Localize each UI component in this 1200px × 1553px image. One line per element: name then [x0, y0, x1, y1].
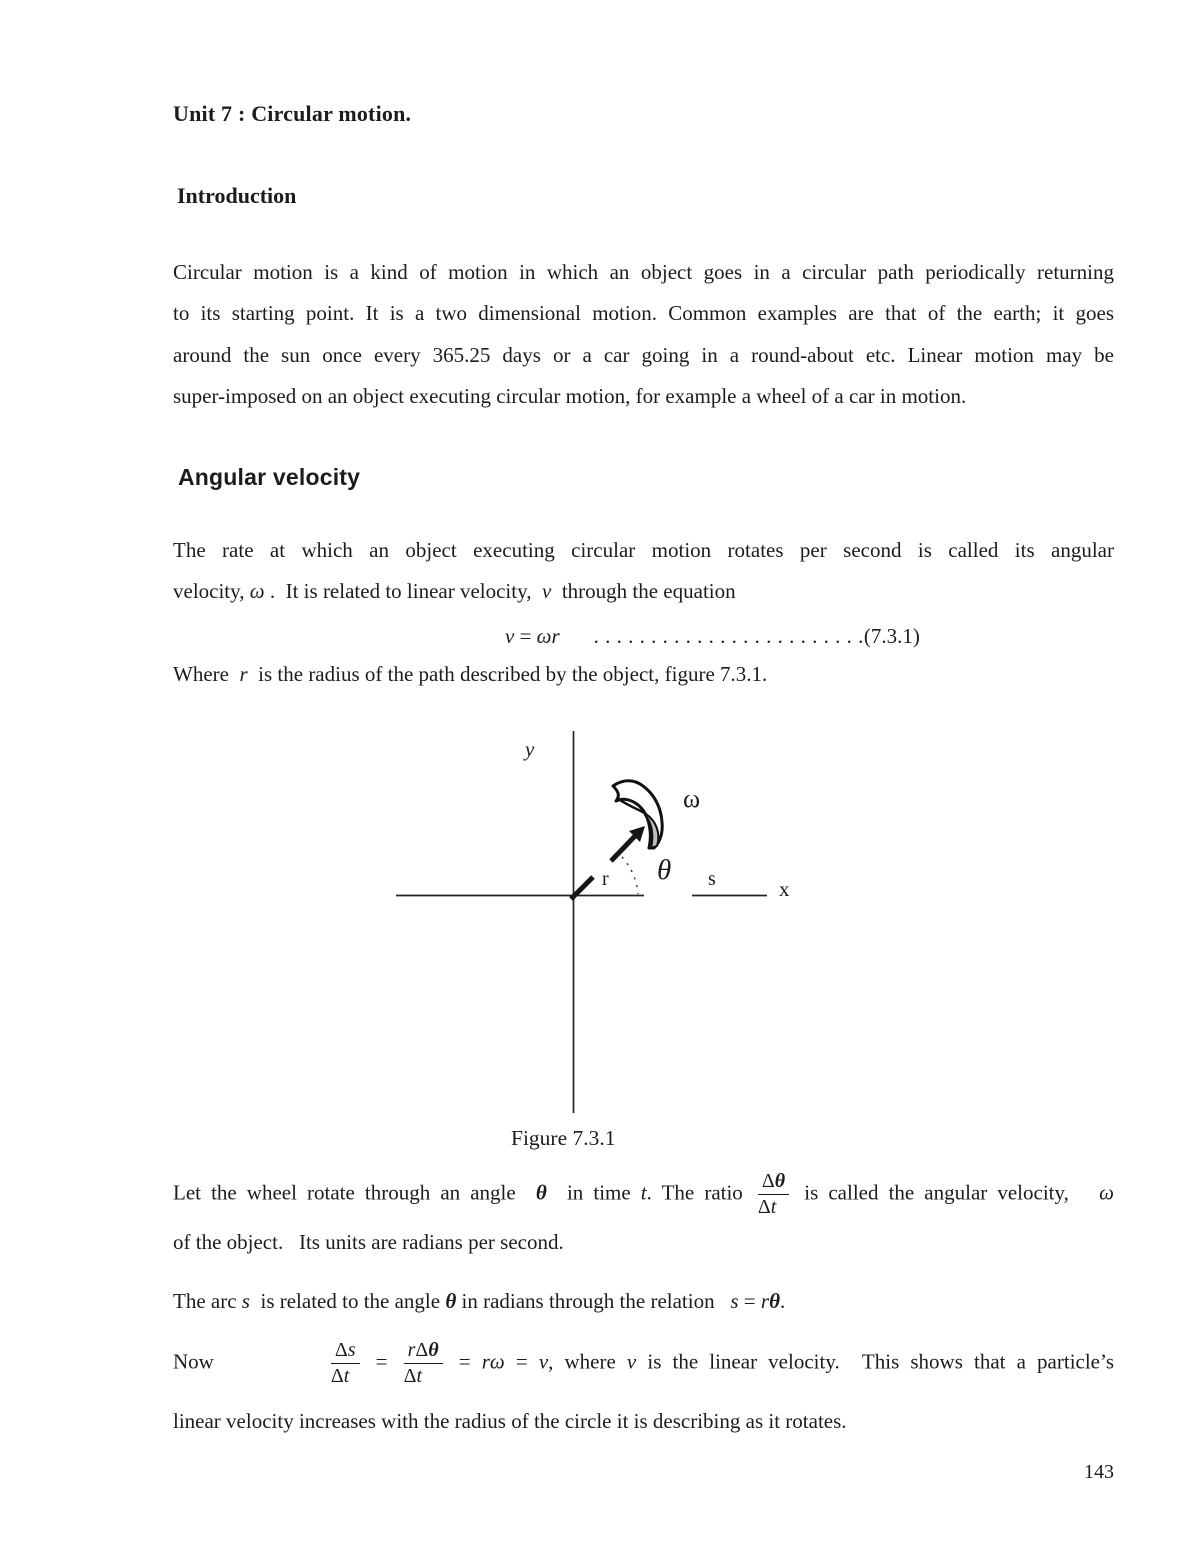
s-symbol: s — [241, 1289, 250, 1313]
text-line: Circular motion is a kind of motion in which an object goes in a circular path periodically returning — [173, 260, 1114, 284]
dot-leader: . . . . . . . . . . . . . . . . . . . . . . . . — [593, 624, 864, 648]
doc-title: Unit 7 : Circular motion. — [173, 101, 412, 126]
equals-sign: = — [504, 1349, 539, 1374]
page-number: 143 — [1084, 1461, 1114, 1483]
equation-number: (7.3.1) — [863, 624, 920, 648]
text-run: . It is related to linear velocity, — [264, 579, 542, 604]
theta-symbol: θ — [535, 1180, 547, 1205]
equals-sign: = — [738, 1289, 761, 1313]
text-run: Let the wheel rotate through an angle — [173, 1180, 536, 1205]
v-symbol: v — [505, 624, 515, 648]
delta-symbol: Δ — [330, 1365, 344, 1387]
theta-symbol: θ — [769, 1289, 780, 1313]
x-axis-label: x — [779, 877, 790, 901]
t-symbol: t — [343, 1365, 350, 1387]
delta-theta-over-delta-t-fraction — [758, 1170, 789, 1219]
theta-symbol: θ — [445, 1289, 457, 1313]
delta-symbol: Δ — [761, 1170, 775, 1192]
r-symbol: r — [760, 1289, 770, 1313]
v-symbol: v — [538, 1349, 549, 1374]
text-run: in time — [546, 1180, 641, 1205]
t-symbol: t — [770, 1196, 777, 1218]
r-symbol: r — [239, 662, 248, 686]
radius-arrow-shaft — [611, 835, 636, 861]
section-heading-angular-velocity: Angular velocity — [178, 464, 361, 490]
omega-symbol: ω — [249, 579, 265, 604]
text-run: through the equation — [551, 579, 736, 604]
section-heading-introduction: Introduction — [177, 183, 297, 208]
t-symbol: t — [416, 1365, 423, 1387]
text-run: is the radius of the path described by the object, figure 7.3.1. — [247, 662, 768, 686]
text-run: Now — [173, 1349, 214, 1374]
text-run: . The ratio — [646, 1180, 753, 1205]
theta-symbol: θ — [428, 1339, 439, 1361]
omega-r-symbol: ωr — [536, 624, 560, 648]
text-run: is called the angular velocity, — [794, 1180, 1100, 1205]
text-line: around the sun once every 365.25 days or a car going in a round-about etc. Linear motion may be — [173, 342, 1114, 367]
delta-symbol: Δ — [415, 1339, 429, 1361]
arc-length-label: s — [708, 868, 716, 890]
delta-symbol: Δ — [334, 1339, 348, 1361]
delta-symbol: Δ — [757, 1196, 771, 1218]
v-symbol: v — [626, 1349, 637, 1374]
text-line: to its starting point. It is a two dimensional motion. Common examples are that of the earth; it goes — [173, 301, 1114, 326]
omega-label: ω — [683, 784, 701, 813]
text-run: , where — [548, 1349, 627, 1374]
equation-7-3-1 — [173, 616, 1114, 657]
radius-label: r — [602, 868, 609, 890]
text-line: The rate at which an object executing circular motion rotates per second is called its angular — [173, 538, 1114, 562]
theta-symbol: θ — [774, 1170, 786, 1192]
angle-arc — [622, 857, 638, 894]
figure-7-3-1-diagram — [380, 720, 810, 1120]
s-symbol: s — [730, 1289, 739, 1313]
omega-symbol: ω — [1099, 1180, 1114, 1205]
v-symbol: v — [542, 579, 552, 604]
text-line: super-imposed on an object executing circular motion, for example a wheel of a car in motion. — [173, 384, 967, 409]
theta-label: θ — [657, 854, 672, 886]
paragraph-ratio-line1 — [173, 1170, 1114, 1219]
text-line — [173, 571, 1114, 612]
text-run: velocity, — [173, 579, 250, 604]
equals-sign: = — [514, 624, 537, 648]
delta-symbol: Δ — [403, 1365, 417, 1387]
text-run: is the linear velocity. This shows that a particle’s — [636, 1349, 1115, 1374]
s-symbol: s — [347, 1339, 356, 1361]
equals-sign: = — [364, 1349, 399, 1374]
figure-caption: Figure 7.3.1 — [511, 1126, 616, 1150]
paragraph-arc-relation — [173, 1281, 1114, 1322]
text-line: of the object. Its units are radians per second. — [173, 1230, 564, 1254]
r-delta-theta-over-delta-t-fraction — [404, 1339, 443, 1388]
delta-s-over-delta-t-fraction — [331, 1339, 360, 1388]
paragraph-now-equation — [173, 1339, 1114, 1388]
text-run: The arc — [173, 1289, 242, 1313]
text-run: . — [779, 1289, 786, 1313]
equals-sign: = — [447, 1349, 482, 1374]
text-run: in radians through the relation — [456, 1289, 731, 1313]
text-run: Where — [173, 662, 240, 686]
paragraph-angular-velocity — [173, 530, 1114, 613]
t-symbol: t — [640, 1180, 647, 1205]
paragraph-introduction — [173, 252, 1114, 418]
r-omega-symbol: rω — [481, 1349, 505, 1374]
text-line: linear velocity increases with the radius of the circle it is describing as it rotates. — [173, 1409, 847, 1433]
text-line — [173, 654, 1114, 695]
y-axis-label: y — [525, 737, 535, 761]
r-symbol: r — [407, 1339, 416, 1361]
text-run: is related to the angle — [249, 1289, 446, 1313]
